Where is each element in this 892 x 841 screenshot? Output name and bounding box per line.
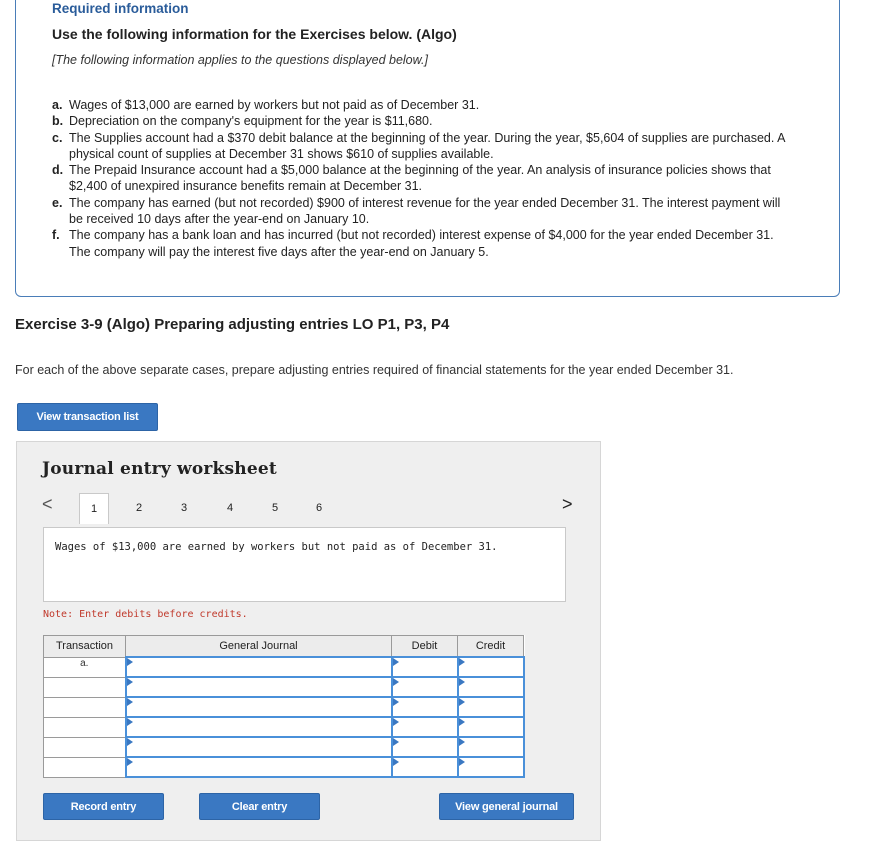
required-information-title: Required information	[52, 1, 189, 16]
account-input[interactable]	[126, 677, 392, 697]
credit-input[interactable]	[458, 757, 524, 777]
dropdown-indicator-icon	[127, 698, 133, 706]
table-row	[44, 737, 524, 757]
table-row	[44, 657, 524, 677]
dropdown-indicator-icon	[459, 718, 465, 726]
debit-input[interactable]	[392, 677, 458, 697]
tab-2[interactable]: 2	[135, 502, 143, 514]
dropdown-indicator-icon	[393, 678, 399, 686]
transaction-cell	[44, 697, 126, 717]
worksheet-title: Journal entry worksheet	[42, 459, 277, 479]
journal-entry-table	[43, 635, 525, 778]
exercise-title: Exercise 3-9 (Algo) Preparing adjusting entries LO P1, P3, P4	[15, 316, 450, 333]
account-input[interactable]	[126, 657, 392, 677]
column-header-general-journal: General Journal	[126, 636, 392, 658]
transaction-cell	[44, 757, 126, 777]
dropdown-indicator-icon	[127, 718, 133, 726]
dropdown-indicator-icon	[459, 698, 465, 706]
column-header-transaction: Transaction	[44, 636, 126, 658]
account-input[interactable]	[126, 737, 392, 757]
dropdown-indicator-icon	[393, 718, 399, 726]
table-row	[44, 697, 524, 717]
dropdown-indicator-icon	[127, 678, 133, 686]
account-input[interactable]	[126, 717, 392, 737]
chevron-left-icon[interactable]: <	[42, 494, 53, 514]
dropdown-indicator-icon	[459, 678, 465, 686]
account-input[interactable]	[126, 697, 392, 717]
credit-input[interactable]	[458, 717, 524, 737]
table-row	[44, 717, 524, 737]
dropdown-indicator-icon	[459, 738, 465, 746]
credit-input[interactable]	[458, 657, 524, 677]
account-input[interactable]	[126, 757, 392, 777]
tab-6[interactable]: 6	[315, 502, 323, 514]
dropdown-indicator-icon	[393, 738, 399, 746]
dropdown-indicator-icon	[127, 758, 133, 766]
dropdown-indicator-icon	[393, 658, 399, 666]
exercise-description: For each of the above separate cases, prepare adjusting entries required of financial statements for the year ended December 31.	[15, 363, 734, 377]
tab-5[interactable]: 5	[271, 502, 279, 514]
transaction-description: Wages of $13,000 are earned by workers but not paid as of December 31.	[55, 541, 498, 553]
dropdown-indicator-icon	[127, 738, 133, 746]
transaction-description-box	[43, 527, 566, 602]
column-header-debit: Debit	[392, 636, 458, 658]
credit-input[interactable]	[458, 737, 524, 757]
transaction-cell	[44, 677, 126, 697]
table-header-row	[44, 636, 524, 658]
credit-input[interactable]	[458, 677, 524, 697]
dropdown-indicator-icon	[393, 758, 399, 766]
credit-input[interactable]	[458, 697, 524, 717]
debit-input[interactable]	[392, 657, 458, 677]
list-item: e. The company has earned (but not recorded) $900 of interest revenue for the year ended December 31. The interest payment will be received 10 days after the year-end on January 10.	[52, 195, 781, 227]
required-information-subtitle: Use the following information for the Exercises below. (Algo)	[52, 26, 457, 42]
tab-1[interactable]: 1	[79, 493, 109, 524]
view-transaction-list-button[interactable]: View transaction list	[17, 403, 158, 431]
debit-input[interactable]	[392, 737, 458, 757]
list-item: f. The company has a bank loan and has incurred (but not recorded) interest expense of $4,000 for the year ended December 31. The company will pay the interest five days after the year-end on January 5.	[52, 228, 774, 259]
list-item: a. Wages of $13,000 are earned by workers but not paid as of December 31.	[52, 98, 480, 112]
transaction-cell	[44, 717, 126, 737]
transaction-cell	[44, 737, 126, 757]
dropdown-indicator-icon	[459, 758, 465, 766]
debit-input[interactable]	[392, 717, 458, 737]
dropdown-indicator-icon	[127, 658, 133, 666]
debit-input[interactable]	[392, 757, 458, 777]
required-information-list	[52, 97, 797, 260]
list-item: c. The Supplies account had a $370 debit balance at the beginning of the year. During the year, $5,604 of supplies are purchased. A physical count of supplies at December 31 shows $610 of supplies available.	[52, 130, 785, 161]
transaction-cell: a.	[44, 657, 126, 677]
table-row	[44, 677, 524, 697]
required-information-note: [The following information applies to the questions displayed below.]	[52, 53, 428, 67]
tab-4[interactable]: 4	[226, 502, 234, 514]
clear-entry-button[interactable]: Clear entry	[199, 793, 320, 820]
list-item: b. Depreciation on the company's equipment for the year is $11,680.	[52, 114, 433, 129]
view-general-journal-button[interactable]: View general journal	[439, 793, 574, 820]
tab-3[interactable]: 3	[180, 502, 188, 514]
debit-credit-note: Note: Enter debits before credits.	[43, 609, 248, 620]
dropdown-indicator-icon	[393, 698, 399, 706]
table-row	[44, 757, 524, 777]
debit-input[interactable]	[392, 697, 458, 717]
record-entry-button[interactable]: Record entry	[43, 793, 164, 820]
dropdown-indicator-icon	[459, 658, 465, 666]
column-header-credit: Credit	[458, 636, 524, 658]
chevron-right-icon[interactable]: >	[562, 494, 573, 514]
list-item: d. The Prepaid Insurance account had a $5,000 balance at the beginning of the year. An analysis of insurance policies shows that $2,400 of unexpired insurance benefits remain at December 31.	[52, 163, 771, 194]
